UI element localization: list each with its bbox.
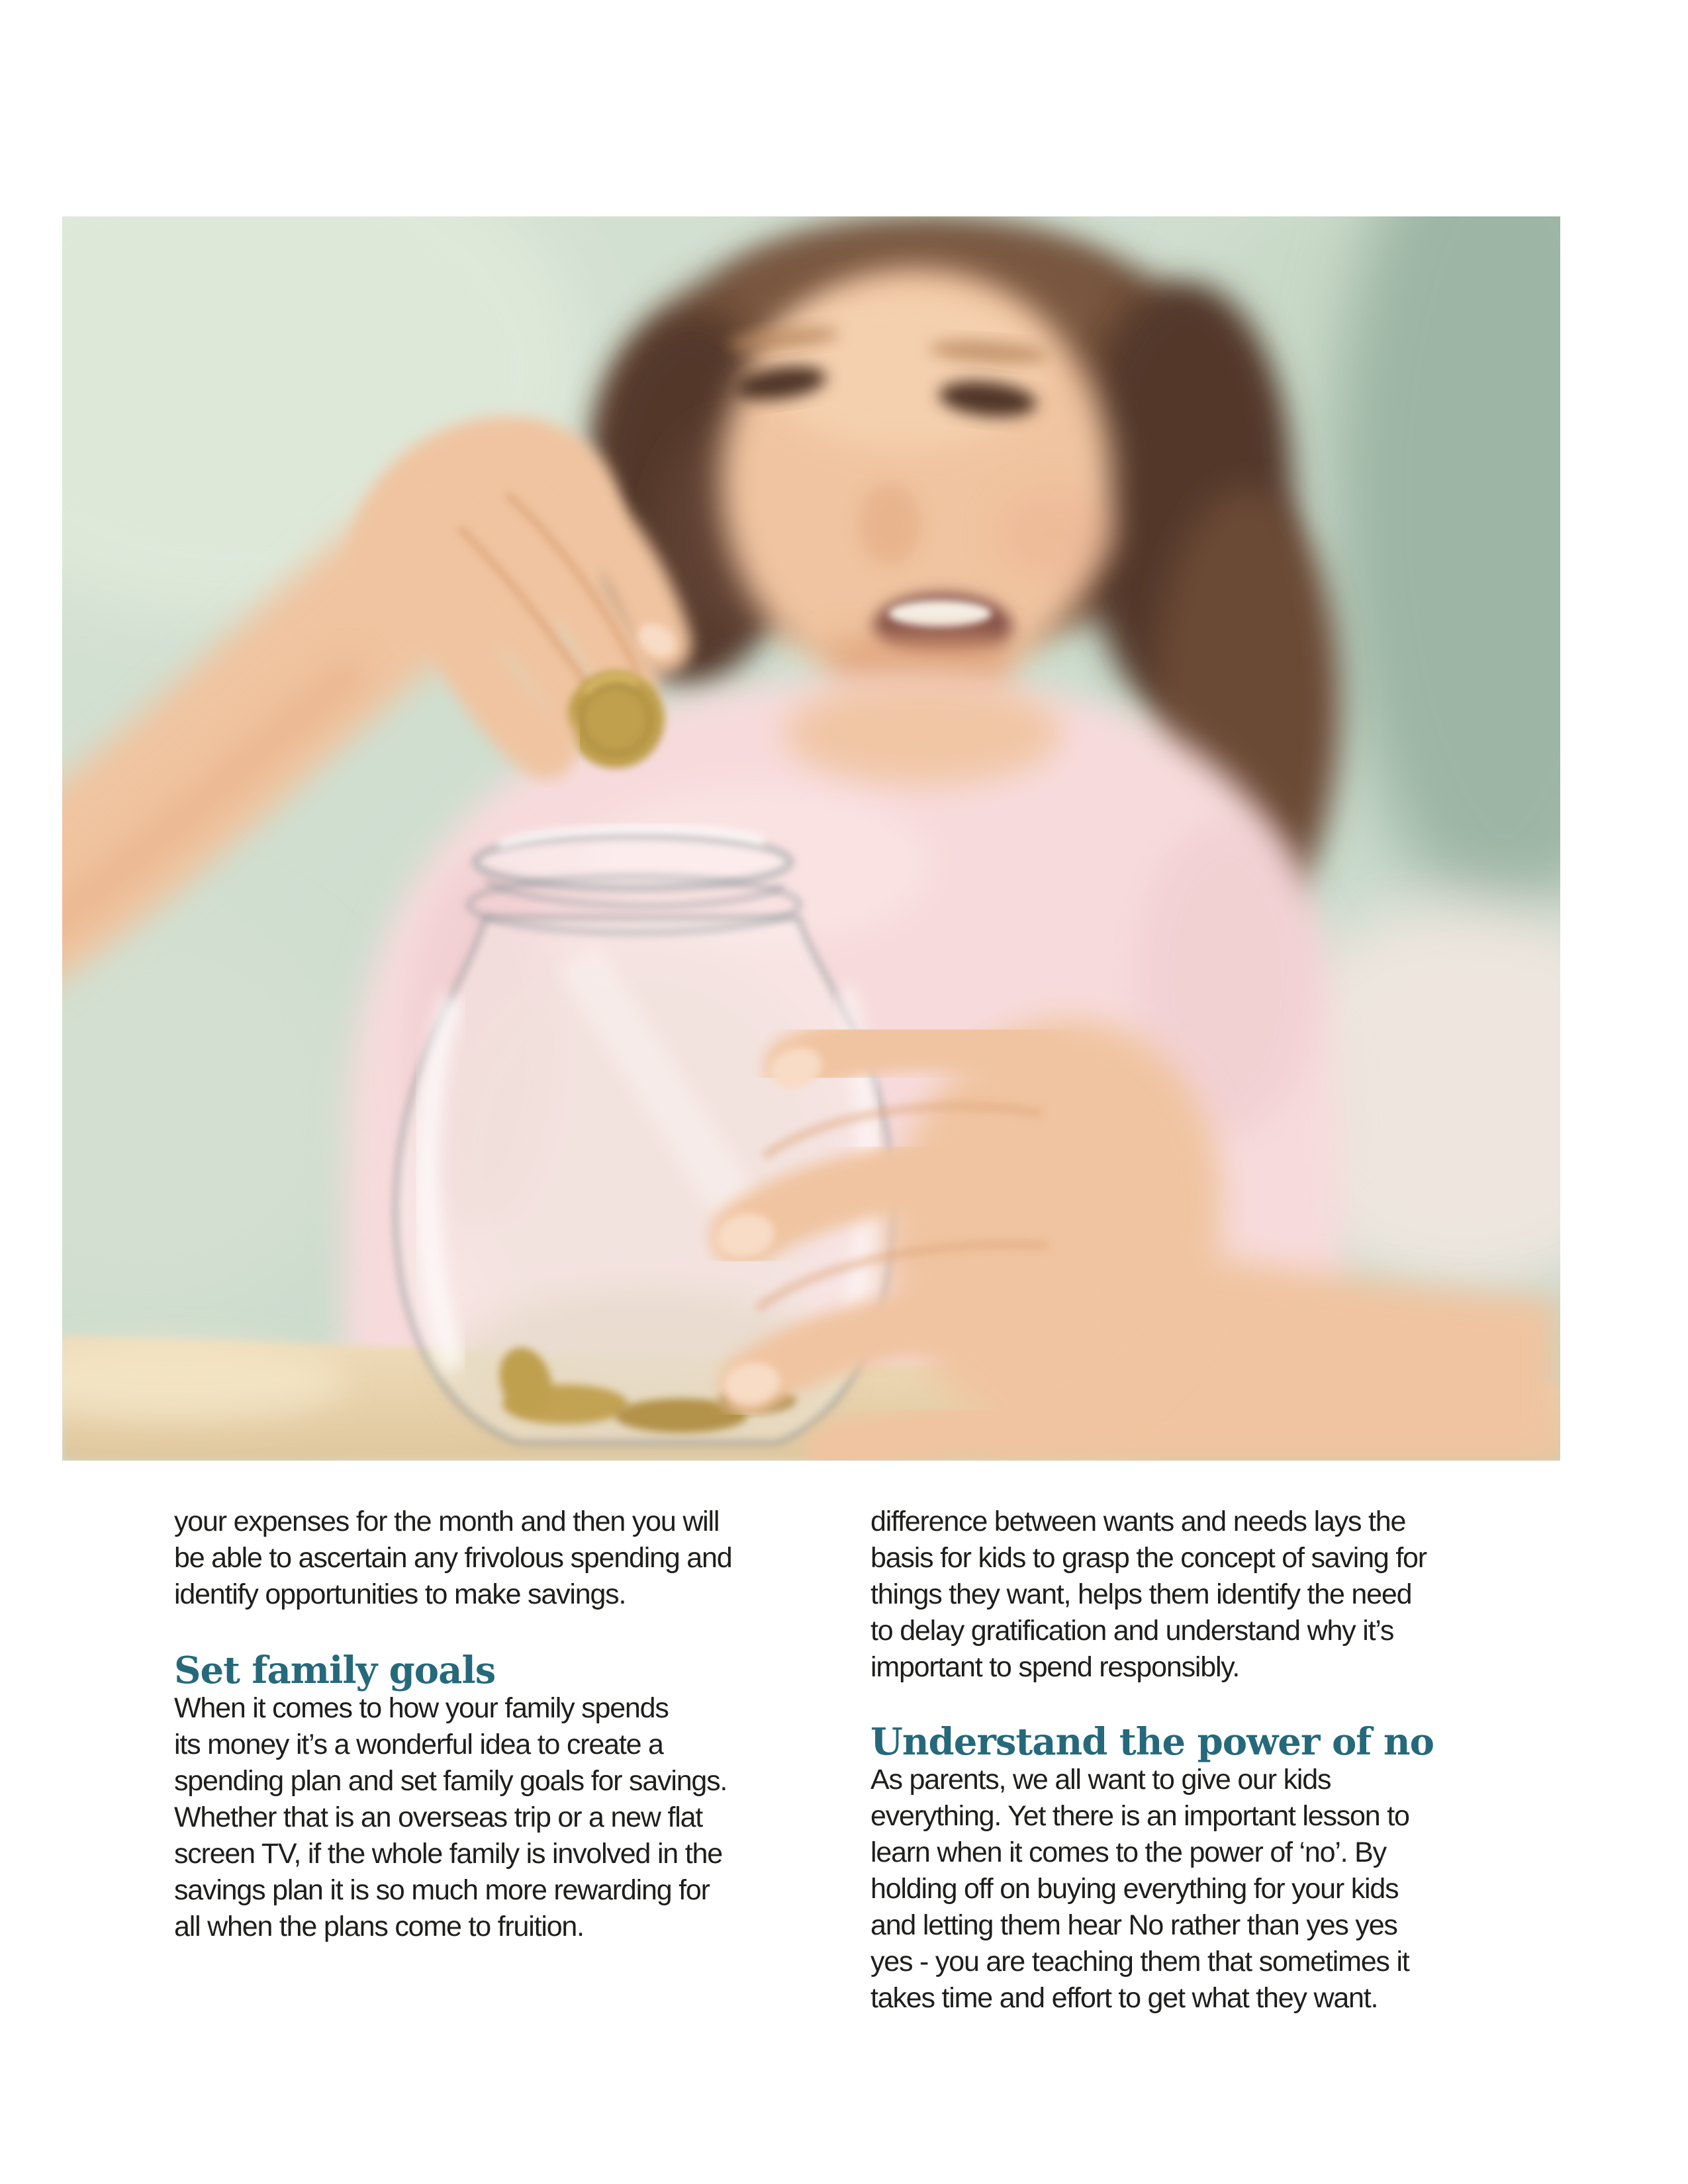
text-line: Whether that is an overseas trip or a new flat bbox=[174, 1801, 703, 1833]
chest-skin bbox=[784, 680, 1062, 786]
text-line: your expenses for the month and then you will bbox=[174, 1506, 720, 1537]
text-line: holding off on buying everything for your kids bbox=[870, 1873, 1399, 1905]
paragraph-budget-continuation bbox=[174, 1504, 889, 1613]
text-line: screen TV, if the whole family is involved in the bbox=[174, 1838, 722, 1870]
text-line: When it comes to how your family spends bbox=[174, 1692, 669, 1724]
text-line: savings plan it is so much more rewarding for bbox=[174, 1874, 710, 1906]
jar-finger-top bbox=[796, 1040, 1042, 1067]
column-left bbox=[174, 1504, 889, 1945]
heading-power-of-no: Understand the power of no bbox=[870, 1720, 1434, 1764]
text-line: things they want, helps them identify the need bbox=[870, 1578, 1412, 1610]
text-line: everything. Yet there is an important lesson to bbox=[870, 1800, 1409, 1832]
text-line: takes time and effort to get what they want. bbox=[870, 1982, 1378, 2014]
photo-girl-coin-jar bbox=[62, 216, 1560, 1461]
text-line: basis for kids to grasp the concept of saving for bbox=[870, 1542, 1427, 1574]
column-right bbox=[870, 1504, 1585, 2017]
paragraph-power-of-no bbox=[870, 1762, 1585, 2017]
text-line: yes - you are teaching them that sometimes it bbox=[870, 1946, 1409, 1978]
text-line: be able to ascertain any frivolous spending and bbox=[174, 1542, 732, 1574]
text-line: and letting them hear No rather than yes yes bbox=[870, 1909, 1397, 1941]
text-line: learn when it comes to the power of ‘no’. By bbox=[870, 1837, 1386, 1868]
cheek-blush bbox=[996, 488, 1115, 580]
text-line: spending plan and set family goals for savings. bbox=[174, 1765, 727, 1797]
jar-finger-pinky bbox=[833, 1421, 1035, 1449]
photo-illustration bbox=[62, 216, 1560, 1461]
text-line: As parents, we all want to give our kids bbox=[870, 1764, 1331, 1796]
paragraph-family-goals bbox=[174, 1690, 889, 1945]
text-line: difference between wants and needs lays the bbox=[870, 1506, 1406, 1537]
text-line: its money it’s a wonderful idea to create a bbox=[174, 1729, 663, 1760]
text-line: all when the plans come to fruition. bbox=[174, 1911, 584, 1942]
teeth bbox=[888, 600, 992, 627]
paragraph-wants-needs bbox=[870, 1504, 1585, 1686]
text-line: to delay gratification and understand why it’s bbox=[870, 1615, 1394, 1647]
nose bbox=[858, 483, 921, 565]
text-line: identify opportunities to make savings. bbox=[174, 1578, 626, 1610]
text-line: important to spend responsibly. bbox=[870, 1651, 1240, 1683]
heading-set-family-goals: Set family goals bbox=[174, 1649, 496, 1692]
